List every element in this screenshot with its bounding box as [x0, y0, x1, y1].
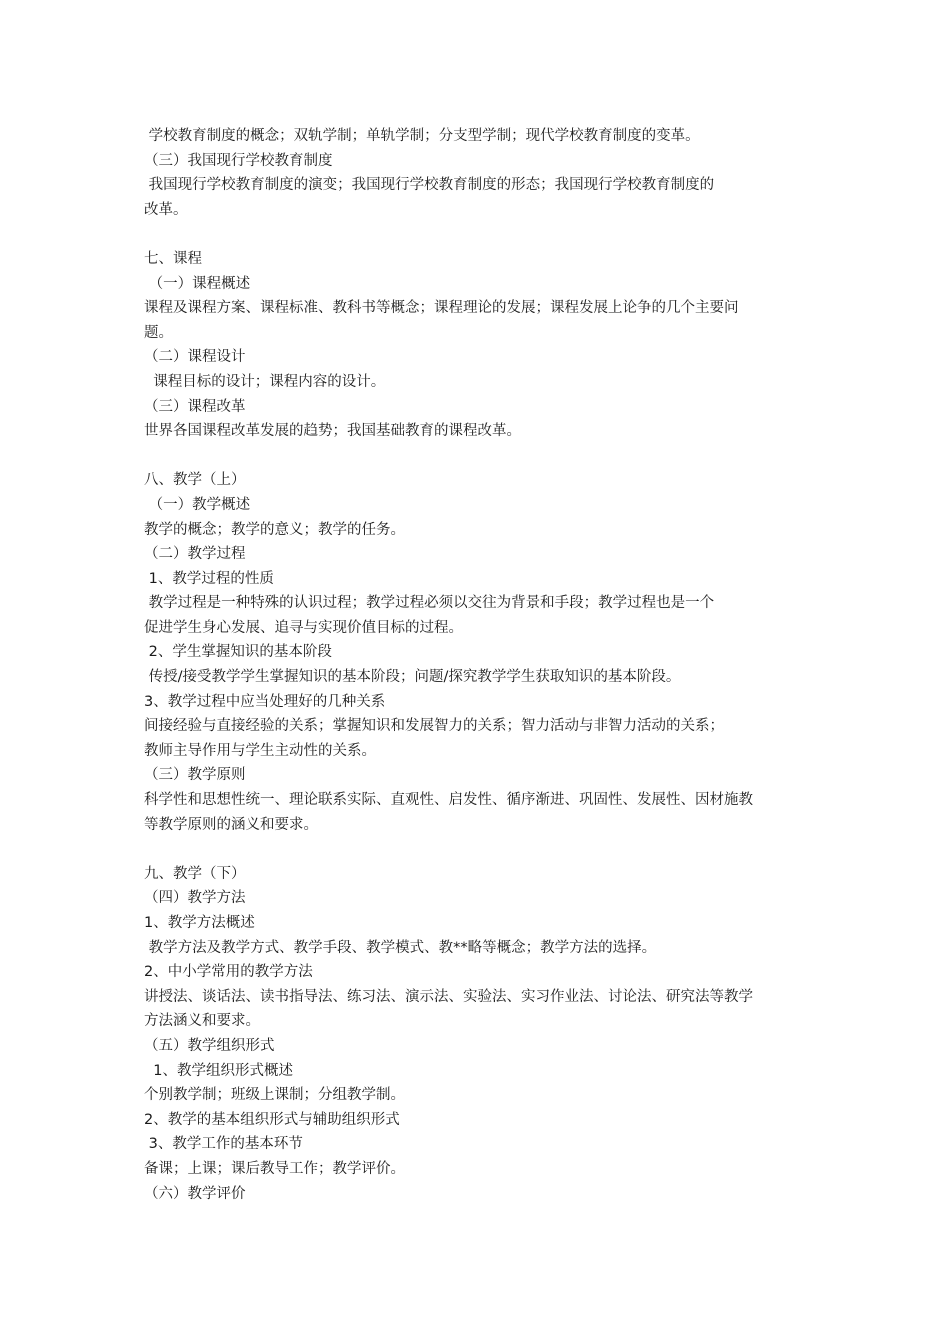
document-body [144, 124, 810, 1206]
text-line: 2、中小学常用的教学方法 [144, 964, 313, 981]
text-line: 教师主导作用与学生主动性的关系。 [144, 742, 376, 759]
text-line: （三）课程改革 [144, 398, 246, 415]
blank-line [144, 444, 810, 469]
text-line: 八、教学（上） [144, 472, 246, 489]
text-line: 促进学生身心发展、追寻与实现价值目标的过程。 [144, 619, 463, 636]
text-line: 科学性和思想性统一、理论联系实际、直观性、启发性、循序渐进、巩固性、发展性、因材施教 [144, 792, 753, 809]
text-line: 个别教学制；班级上课制；分组教学制。 [144, 1087, 405, 1104]
text-line: 教学过程是一种特殊的认识过程；教学过程必须以交往为背景和手段；教学过程也是一个 [144, 595, 715, 612]
text-line: 改革。 [144, 201, 188, 218]
text-line: 3、教学工作的基本环节 [144, 1136, 303, 1153]
text-line: 2、学生掌握知识的基本阶段 [144, 644, 332, 661]
text-line: （六）教学评价 [144, 1185, 246, 1202]
text-line: 教学方法及教学方式、教学手段、教学模式、教**略等概念；教学方法的选择。 [144, 939, 657, 956]
blank-line [144, 837, 810, 862]
text-line: （三）教学原则 [144, 767, 246, 784]
text-line: 1、教学过程的性质 [144, 570, 274, 587]
text-line: （五）教学组织形式 [144, 1037, 275, 1054]
text-line: 课程及课程方案、课程标准、教科书等概念；课程理论的发展；课程发展上论争的几个主要问 [144, 300, 739, 317]
text-line: 2、教学的基本组织形式与辅助组织形式 [144, 1111, 400, 1128]
text-line: 学校教育制度的概念；双轨学制；单轨学制；分支型学制；现代学校教育制度的变革。 [144, 128, 700, 144]
text-line: 传授/接受教学学生掌握知识的基本阶段；问题/探究教学学生获取知识的基本阶段。 [144, 669, 681, 686]
text-line: （一）教学概述 [144, 496, 251, 513]
text-line: （一）课程概述 [144, 275, 251, 292]
text-line: 1、教学组织形式概述 [144, 1062, 293, 1079]
text-line: （四）教学方法 [144, 890, 246, 907]
text-line: 题。 [144, 324, 173, 341]
text-line: 间接经验与直接经验的关系；掌握知识和发展智力的关系；智力活动与非智力活动的关系； [144, 718, 724, 735]
text-line: 课程目标的设计；课程内容的设计。 [144, 373, 386, 390]
text-line: 七、课程 [144, 250, 202, 267]
text-line: 3、教学过程中应当处理好的几种关系 [144, 693, 386, 710]
text-line: （三）我国现行学校教育制度 [144, 152, 333, 169]
text-line: 教学的概念；教学的意义；教学的任务。 [144, 521, 405, 538]
text-line: （二）教学过程 [144, 546, 246, 563]
text-line: 讲授法、谈话法、读书指导法、练习法、演示法、实验法、实习作业法、讨论法、研究法等教学 [144, 988, 753, 1005]
blank-line [144, 222, 810, 247]
text-line: 世界各国课程改革发展的趋势；我国基础教育的课程改革。 [144, 423, 521, 440]
text-line: （二）课程设计 [144, 349, 246, 366]
text-line: 备课；上课；课后教导工作；教学评价。 [144, 1160, 405, 1177]
text-line: 1、教学方法概述 [144, 915, 255, 931]
text-line: 九、教学（下） [144, 865, 246, 882]
text-line: 我国现行学校教育制度的演变；我国现行学校教育制度的形态；我国现行学校教育制度的 [144, 177, 715, 194]
text-line: 等教学原则的涵义和要求。 [144, 816, 318, 833]
text-line: 方法涵义和要求。 [144, 1013, 260, 1030]
